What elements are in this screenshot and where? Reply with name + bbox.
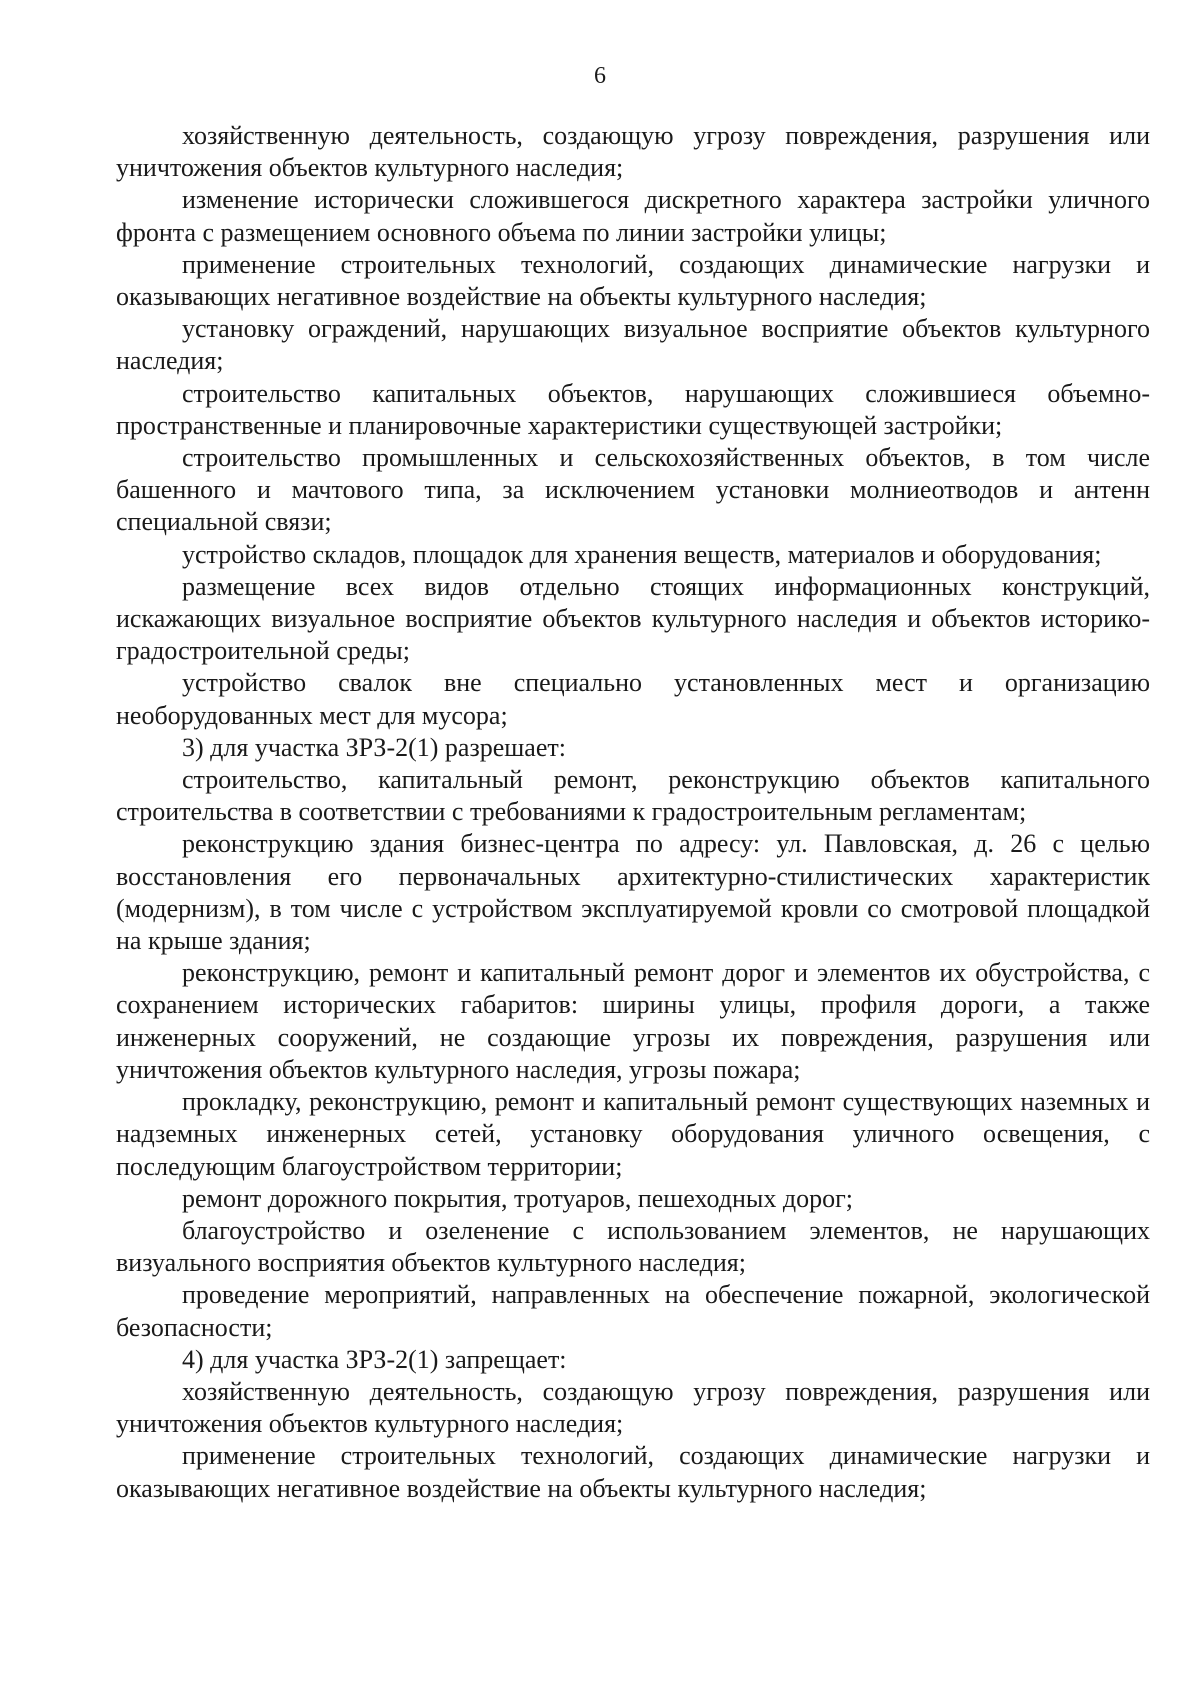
paragraph: размещение всех видов отдельно стоящих информационных конструкций, искажающих визуальное восприятие объектов культурного наследия и объектов историко-градостроительной среды; [116, 571, 1150, 666]
paragraph: ремонт дорожного покрытия, тротуаров, пешеходных дорог; [182, 1183, 853, 1213]
paragraph: применение строительных технологий, создающих динамические нагрузки и оказывающих негативное воздействие на объекты культурного наследия; [116, 1441, 1150, 1503]
section-heading: 3) для участка ЗРЗ-2(1) разрешает: [182, 732, 566, 762]
paragraph: реконструкцию здания бизнес-центра по адресу: ул. Павловская, д. 26 с целью восстановления его первоначальных архитектурно-стилистических характеристик (модернизм), в том числе с устройством эксплуатируемой кровли со смотровой площадкой на крыше здания; [116, 829, 1150, 956]
page-number: 6 [594, 63, 606, 89]
paragraph: строительство промышленных и сельскохозяйственных объектов, в том числе башенного и мачтового типа, за исключением установки молниеотводов и антенн специальной связи; [116, 443, 1150, 537]
paragraph: хозяйственную деятельность, создающую угрозу повреждения, разрушения или уничтожения объектов культурного наследия; [116, 121, 1150, 183]
paragraph: реконструкцию, ремонт и капитальный ремонт дорог и элементов их обустройства, с сохранением исторических габаритов: ширины улицы, профиля дороги, а также инженерных сооружений, не создающие угрозы их повреждения, разрушения или уничтожения объектов культурного наследия, угрозы пожара; [116, 958, 1150, 1084]
paragraph: устройство свалок вне специально установленных мест и организацию необорудованных мест для мусора; [116, 668, 1150, 730]
paragraph: благоустройство и озеленение с использованием элементов, не нарушающих визуального восприятия объектов культурного наследия; [116, 1215, 1150, 1278]
document-body [116, 120, 1150, 1505]
paragraph: изменение исторически сложившегося дискретного характера застройки уличного фронта с размещением основного объема по линии застройки улицы; [116, 185, 1150, 247]
paragraph: строительство, капитальный ремонт, реконструкцию объектов капитального строительства в соответствии с требованиями к градостроительным регламентам; [116, 765, 1150, 827]
paragraph: установку ограждений, нарушающих визуальное восприятие объектов культурного наследия; [116, 314, 1150, 376]
paragraph: строительство капитальных объектов, нарушающих сложившиеся объемно-пространственные и планировочные характеристики существующей застройки; [116, 378, 1150, 440]
paragraph: устройство складов, площадок для хранения веществ, материалов и оборудования; [182, 539, 1102, 569]
paragraph: прокладку, реконструкцию, ремонт и капитальный ремонт существующих наземных и надземных инженерных сетей, установку оборудования уличного освещения, с последующим благоустройством территории; [116, 1087, 1150, 1181]
section-heading: 4) для участка ЗРЗ-2(1) запрещает: [182, 1344, 567, 1374]
paragraph: проведение мероприятий, направленных на обеспечение пожарной, экологической безопасности; [116, 1280, 1150, 1342]
paragraph: хозяйственную деятельность, создающую угрозу повреждения, разрушения или уничтожения объектов культурного наследия; [116, 1376, 1150, 1439]
paragraph: применение строительных технологий, создающих динамические нагрузки и оказывающих негативное воздействие на объекты культурного наследия; [116, 249, 1150, 312]
